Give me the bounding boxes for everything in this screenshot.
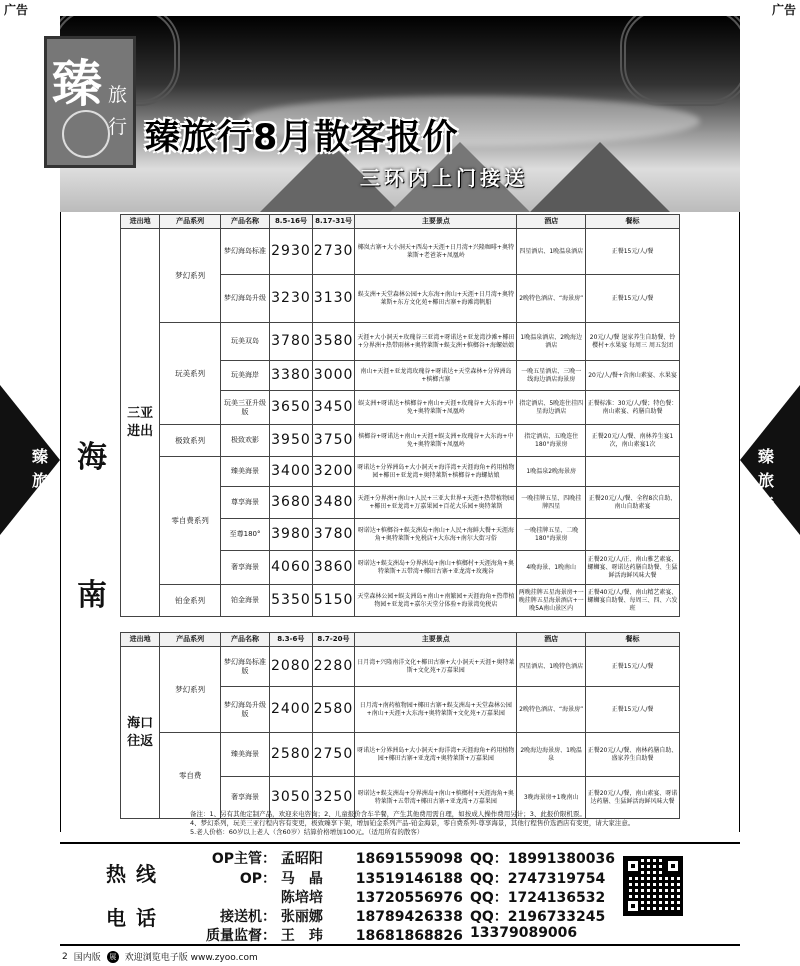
spots-cell: 呀诺达+蜈支洲岛+分界洲岛+南山+槟榔村+天涯海角+奥特莱斯+五带湾+椰田古寨+亚龙湾+万嘉果园 bbox=[355, 777, 517, 819]
logo-sub-1: 旅 bbox=[108, 84, 128, 106]
product-name-cell: 梦幻海岛标准版 bbox=[221, 647, 270, 687]
meal-cell: 正餐20元/人/正、南山雅艺素宴、螺蛳宴、呀诺达药膳自助餐、生猛鲜活海鲜风味大餐 bbox=[586, 551, 680, 585]
column-header: 酒店 bbox=[517, 215, 586, 229]
phone-label: 电话 bbox=[106, 906, 166, 930]
column-header: 8.7-20号 bbox=[312, 633, 355, 647]
hotel-cell: 2晚特色酒店、“海景房” bbox=[517, 687, 586, 733]
price-cell: 3250 bbox=[312, 777, 355, 819]
qr-corner bbox=[625, 898, 641, 914]
table-header-row bbox=[121, 215, 680, 229]
product-name-cell: 极致欢影 bbox=[220, 425, 269, 457]
table-row bbox=[121, 457, 680, 487]
qr-corner bbox=[665, 858, 681, 874]
page-number: 2 bbox=[62, 951, 68, 962]
meal-cell: 正餐40元/人/餐、南山精艺素宴、螺蛳宴自助餐、每周三、四、六发班 bbox=[586, 585, 680, 617]
product-name-cell: 臻美海景 bbox=[221, 733, 270, 777]
price-cell: 3650 bbox=[270, 391, 313, 425]
qr-code-icon[interactable] bbox=[623, 856, 683, 916]
product-name-cell: 奢享海景 bbox=[220, 551, 269, 585]
note-line: 5.老人价格：60岁以上老人（含60岁）结算价格增加100元。（适用所有的散客） bbox=[190, 828, 424, 836]
column-header: 产品系列 bbox=[160, 215, 221, 229]
qq-line[interactable]: QQ：2747319754 bbox=[470, 871, 606, 887]
corner-ornament-top-right bbox=[620, 16, 740, 106]
price-cell: 2580 bbox=[269, 733, 312, 777]
column-header: 餐标 bbox=[586, 633, 680, 647]
meal-cell: 正餐标准：30元/人/餐；特色餐：南山素宴、药膳自助餐 bbox=[586, 391, 680, 425]
meal-cell: 正餐15元/人/餐 bbox=[586, 229, 680, 275]
hotline-label: 热线 bbox=[106, 862, 166, 886]
price-cell: 3130 bbox=[312, 275, 355, 323]
price-cell: 3580 bbox=[312, 323, 355, 361]
price-cell: 3380 bbox=[270, 361, 313, 391]
price-cell: 5350 bbox=[270, 585, 313, 617]
meal-cell: 正餐15元/人/餐 bbox=[586, 687, 680, 733]
meal-cell: 正餐15元/人/餐 bbox=[586, 275, 680, 323]
table-row bbox=[121, 585, 680, 617]
price-table-sanya bbox=[120, 214, 680, 617]
spots-cell: 呀诺达+蜈支洲岛+分界洲岛+南山+槟榔村+天涯海角+奥特莱斯+五带湾+椰田古寨+亚龙湾+玫瑰谷 bbox=[355, 551, 517, 585]
meal-cell bbox=[586, 457, 680, 487]
column-header: 酒店 bbox=[517, 633, 586, 647]
price-cell: 3000 bbox=[312, 361, 355, 391]
product-name-cell: 玩美海岸 bbox=[220, 361, 269, 391]
spots-cell: 呀诺达+分界洲岛+大小洞天+海洋湾+天涯海角+药用植物园+椰田+亚龙湾+奥特莱斯+槟榔谷+海螺姑娘 bbox=[355, 457, 517, 487]
price-cell: 2080 bbox=[269, 647, 312, 687]
product-name-cell: 梦幻海岛升级版 bbox=[221, 687, 270, 733]
price-cell: 2750 bbox=[312, 733, 355, 777]
meal-cell: 20元/人/餐 退家养生自助餐、铃樱村+水果宴 每周三 周五发团 bbox=[586, 323, 680, 361]
spots-cell: 椰岚古寨+大小洞天+西岛+天涯+日月湾+兴隆咖啡+奥特莱斯+老爸茶+凤凰岭 bbox=[355, 229, 517, 275]
page-title: 臻旅行8月散客报价 bbox=[145, 118, 459, 158]
meal-cell: 正餐15元/人/餐 bbox=[586, 647, 680, 687]
hotel-cell: 4晚海景、1晚南山 bbox=[517, 551, 586, 585]
side-tab-text: 臻 旅 行 bbox=[31, 447, 48, 514]
column-header: 产品名称 bbox=[220, 215, 269, 229]
price-cell: 5150 bbox=[312, 585, 355, 617]
spots-cell: 槟榔谷+呀诺达+南山+天涯+蜈支洲+玫瑰谷+大东海+中免+奥特莱斯+凤凰岭 bbox=[355, 425, 517, 457]
price-cell: 3860 bbox=[312, 551, 355, 585]
hotel-cell: 指定酒店、五晚连住180°海景房 bbox=[517, 425, 586, 457]
contact-line: 陈培培 13720556976 bbox=[280, 890, 463, 906]
hotel-cell: 2晚特色酒店、“海景房” bbox=[517, 275, 586, 323]
column-header: 餐标 bbox=[586, 215, 680, 229]
footer-link[interactable]: 欢迎浏览电子版 www.zyoo.com bbox=[124, 953, 258, 963]
meal-cell: 正餐20元/人/餐、南林养生宴1次，南山素宴1次 bbox=[586, 425, 680, 457]
price-cell: 4060 bbox=[270, 551, 313, 585]
logo-sub-2: 行 bbox=[108, 116, 128, 138]
price-cell: 2580 bbox=[312, 687, 355, 733]
column-header: 产品系列 bbox=[160, 633, 221, 647]
series-cell: 铂金系列 bbox=[160, 585, 221, 617]
series-cell: 零自费 bbox=[160, 733, 221, 819]
hotel-cell: 一晚五星酒店、三晚一线海边酒店海景房 bbox=[517, 361, 586, 391]
column-header: 8.5-16号 bbox=[270, 215, 313, 229]
meal-cell: 正餐20元/人/餐、全程8次自助、南山自助素宴 bbox=[586, 487, 680, 519]
hotel-cell: 1晚温泉2晚海景房 bbox=[517, 457, 586, 487]
meal-cell bbox=[586, 519, 680, 551]
table-row bbox=[121, 323, 680, 361]
table-row bbox=[121, 733, 680, 777]
column-header: 进出地 bbox=[121, 633, 160, 647]
hotel-cell: 指定酒店、5晚连住挂四星海边酒店 bbox=[517, 391, 586, 425]
price-cell: 2280 bbox=[312, 647, 355, 687]
region-cell: 海口往返 bbox=[121, 647, 160, 819]
column-header: 8.17-31号 bbox=[312, 215, 355, 229]
region-cell: 三亚进出 bbox=[121, 229, 160, 617]
column-header: 进出地 bbox=[121, 215, 160, 229]
notes bbox=[190, 810, 690, 837]
series-cell: 梦幻系列 bbox=[160, 647, 221, 733]
spots-cell: 天堂森林公园+蜈支洲岛+南山+南繁园+天涯海角+热带植物园+亚龙湾+嘉尔天堂分体验+海景湾免税店 bbox=[355, 585, 517, 617]
product-name-cell: 梦幻海岛标准 bbox=[220, 229, 269, 275]
qr-corner bbox=[625, 858, 641, 874]
logo-character: 臻 bbox=[52, 54, 102, 113]
edition-label: 国内版 bbox=[73, 953, 101, 963]
column-header: 主要景点 bbox=[355, 633, 517, 647]
spots-cell: 天涯+分界洲+南山+人民+三亚大世界+天涯+热带植物园+椰田+亚龙湾+万嘉果园+百花大乐园+奥特莱斯 bbox=[355, 487, 517, 519]
price-cell: 3980 bbox=[270, 519, 313, 551]
column-header: 主要景点 bbox=[355, 215, 517, 229]
hotel-cell: 一晚挂牌五星、四晚挂牌四星 bbox=[517, 487, 586, 519]
meal-cell: 正餐20元/人/餐、南林药膳自助、盛家养生自助餐 bbox=[586, 733, 680, 777]
table-row bbox=[121, 229, 680, 275]
price-cell: 3750 bbox=[312, 425, 355, 457]
note-line: 4、梦幻系列，玩美三亚行程内容有变更，极致臻享下架，增加铂金系列产品-铂金海景，零自费系列-尊享海景，其他行程售价选酒店有变更，请大家注意。 bbox=[190, 819, 635, 827]
qq-line[interactable]: QQ：2196733245 bbox=[470, 909, 606, 925]
price-cell: 3680 bbox=[270, 487, 313, 519]
contact-line: OP主管： 孟昭阳 18691559098 bbox=[211, 851, 463, 867]
region-label-top: 海 bbox=[77, 440, 107, 475]
product-name-cell: 至尊180° bbox=[220, 519, 269, 551]
page-subtitle: 三环内上门接送 bbox=[360, 166, 528, 190]
price-table bbox=[120, 214, 680, 617]
price-cell: 2400 bbox=[269, 687, 312, 733]
qq-line[interactable]: QQ：1724136532 bbox=[470, 890, 606, 906]
side-tab-text: 臻 旅 行 bbox=[757, 447, 774, 514]
brand-badge-icon: 展 bbox=[107, 951, 119, 963]
contact-line: OP： 马 晶 13519146188 bbox=[239, 871, 463, 887]
meal-cell: 正餐20元/人/餐，南山素宴、呀诺达药膳、生猛鲜活海鲜风味大餐 bbox=[586, 777, 680, 819]
series-cell: 零自费系列 bbox=[160, 457, 221, 585]
series-cell: 梦幻系列 bbox=[160, 229, 221, 323]
price-cell: 3400 bbox=[270, 457, 313, 487]
ad-label-right: 广告 bbox=[768, 0, 800, 16]
spots-cell: 日月湾+南药植物园+椰田古寨+蜈支洲岛+天堂森林公园+南山+天涯+大东海+奥特莱斯+文化苑+万嘉果园 bbox=[355, 687, 517, 733]
hotel-cell: 四星酒店、1晚特色酒店 bbox=[517, 647, 586, 687]
spots-cell: 蜈支洲+天堂森林公园+大东海+南山+天涯+日月湾+奥特莱斯+东方文化苑+椰田古寨+海滩湾帆船 bbox=[355, 275, 517, 323]
spots-cell: 呀诺达+槟榔谷+蜈支洲岛+南山+人民+海鲜大餐+天涯海角+奥特莱斯+免税店+大东海+南尔大街习俗 bbox=[355, 519, 517, 551]
contact-line: 质量监督： 王 玮 18681868826 bbox=[206, 928, 463, 944]
meal-cell: 20元/人/餐+含南山素宴、水果宴 bbox=[586, 361, 680, 391]
table-row bbox=[121, 647, 680, 687]
price-cell: 2730 bbox=[312, 229, 355, 275]
contact-section bbox=[60, 842, 740, 946]
hotel-cell: 1晚温泉酒店、2晚海边酒店 bbox=[517, 323, 586, 361]
hotel-cell: 四星酒店、1晚温泉酒店 bbox=[517, 229, 586, 275]
price-table-haikou bbox=[120, 632, 680, 819]
price-cell: 3480 bbox=[312, 487, 355, 519]
spots-cell: 呀诺达+分界洲岛+大小洞天+海洋湾+天涯海角+药用植物园+椰田古寨+亚龙湾+奥特莱斯+万嘉果园 bbox=[355, 733, 517, 777]
spots-cell: 南山+天涯+亚龙湾玫瑰谷+呀诺达+天堂森林+分界洲岛+槟榔古寨 bbox=[355, 361, 517, 391]
mountain-shape bbox=[530, 142, 670, 212]
price-cell: 3780 bbox=[312, 519, 355, 551]
side-tab-right bbox=[740, 385, 800, 535]
note-line: 备注：1、另有其他定制产品，欢迎来电咨询；2、儿童报价含车半餐，产生其他费用需自理，如按成人操作费用另计；3、此报价限机票。 bbox=[190, 810, 586, 818]
hotel-cell: 2晚海边海景房、1晚温泉 bbox=[517, 733, 586, 777]
qq-line[interactable]: 13379089006 bbox=[470, 925, 578, 941]
logo-seal-icon bbox=[62, 110, 110, 158]
price-table bbox=[120, 632, 680, 819]
column-header: 产品名称 bbox=[221, 633, 270, 647]
product-name-cell: 梦幻海岛升级 bbox=[220, 275, 269, 323]
hotel-cell: 3晚海景房+1晚南山 bbox=[517, 777, 586, 819]
price-cell: 3950 bbox=[270, 425, 313, 457]
spots-cell: 蜈支洲+呀诺达+槟榔谷+南山+天涯+玫瑰谷+大东海+中免+奥特莱斯+凤凰岭 bbox=[355, 391, 517, 425]
price-cell: 3450 bbox=[312, 391, 355, 425]
contact-line: 接送机： 张丽娜 18789426338 bbox=[220, 909, 463, 925]
spots-cell: 日月湾+兴隆南洋文化+椰田古寨+大小洞天+天涯+奥特莱斯+文化苑+万嘉果园 bbox=[355, 647, 517, 687]
price-cell: 3200 bbox=[312, 457, 355, 487]
region-label-bottom: 南 bbox=[77, 578, 107, 613]
product-name-cell: 奢享海景 bbox=[221, 777, 270, 819]
price-cell: 3230 bbox=[270, 275, 313, 323]
table-row bbox=[121, 425, 680, 457]
product-name-cell: 玩美三亚升级版 bbox=[220, 391, 269, 425]
series-cell: 玩美系列 bbox=[160, 323, 221, 425]
column-header: 8.3-6号 bbox=[269, 633, 312, 647]
product-name-cell: 玩美双岛 bbox=[220, 323, 269, 361]
price-cell: 2930 bbox=[270, 229, 313, 275]
side-tab-left bbox=[0, 385, 60, 535]
hotel-cell: 一晚挂牌五星、二晚180°海景房 bbox=[517, 519, 586, 551]
product-name-cell: 臻美海景 bbox=[220, 457, 269, 487]
qq-line[interactable]: QQ：18991380036 bbox=[470, 851, 615, 867]
series-cell: 极致系列 bbox=[160, 425, 221, 457]
product-name-cell: 尊享海景 bbox=[220, 487, 269, 519]
price-cell: 3050 bbox=[269, 777, 312, 819]
ad-label-left: 广告 bbox=[0, 0, 32, 16]
hotel-cell: 两晚挂牌五星海景房+一晚挂牌五星海景酒店+一晚5A南山景区内 bbox=[517, 585, 586, 617]
product-name-cell: 铂金海景 bbox=[220, 585, 269, 617]
table-header-row bbox=[121, 633, 680, 647]
footer bbox=[62, 950, 258, 963]
price-cell: 3780 bbox=[270, 323, 313, 361]
spots-cell: 天涯+大小洞天+玫瑰谷三亚湾+呀诺达+亚龙湾沙滩+椰田+分界洲+热带雨林+奥特莱斯+蜈支洲+槟榔谷+海螺姑娘 bbox=[355, 323, 517, 361]
